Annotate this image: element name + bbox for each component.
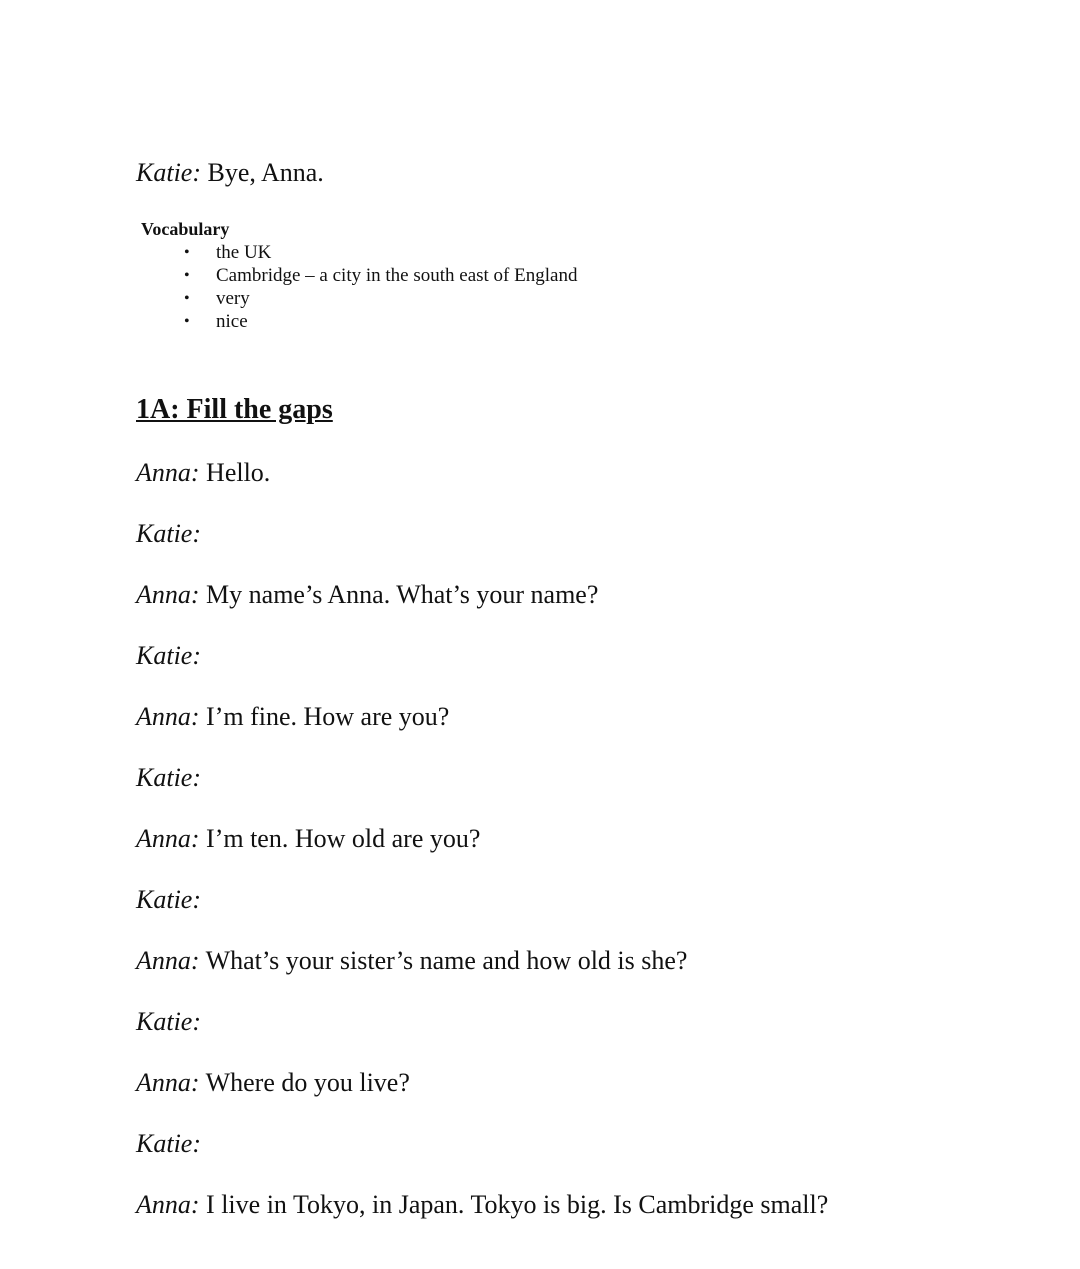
dialogue-text: Bye, Anna. bbox=[207, 158, 324, 187]
vocabulary-item-text: nice bbox=[216, 311, 248, 332]
dialogue-line bbox=[136, 580, 598, 610]
dialogue-text: I live in Tokyo, in Japan. Tokyo is big. Is Cambridge small? bbox=[206, 1190, 829, 1219]
bullet-icon: • bbox=[184, 290, 190, 307]
dialogue-text: I’m ten. How old are you? bbox=[206, 824, 481, 853]
speaker-label: Anna: bbox=[136, 702, 200, 731]
bullet-icon: • bbox=[184, 244, 190, 261]
dialogue-line bbox=[136, 458, 270, 488]
vocabulary-item bbox=[184, 241, 577, 264]
dialogue-text: What’s your sister’s name and how old is she? bbox=[205, 946, 688, 975]
vocabulary-item-text: the UK bbox=[216, 242, 272, 263]
dialogue-line bbox=[136, 763, 201, 793]
speaker-label: Anna: bbox=[136, 946, 200, 975]
dialogue-text: My name’s Anna. What’s your name? bbox=[206, 580, 599, 609]
speaker-label: Anna: bbox=[136, 1068, 200, 1097]
vocabulary-item bbox=[184, 310, 577, 333]
speaker-label: Katie: bbox=[136, 885, 201, 914]
speaker-label: Katie: bbox=[136, 763, 201, 792]
speaker-label: Katie: bbox=[136, 641, 201, 670]
speaker-label: Katie: bbox=[136, 1129, 201, 1158]
dialogue-text: I’m fine. How are you? bbox=[206, 702, 450, 731]
speaker-label: Katie: bbox=[136, 519, 201, 548]
speaker-label: Anna: bbox=[136, 824, 200, 853]
dialogue-line bbox=[136, 641, 201, 671]
section-title: 1A: Fill the gaps bbox=[136, 394, 333, 425]
dialogue-line bbox=[136, 1190, 828, 1220]
speaker-label: Anna: bbox=[136, 458, 200, 487]
vocabulary-item-text: very bbox=[216, 288, 250, 309]
dialogue-line bbox=[136, 1007, 201, 1037]
vocabulary-item-text: Cambridge – a city in the south east of England bbox=[216, 265, 578, 286]
speaker-label: Katie: bbox=[136, 1007, 201, 1036]
vocabulary-item bbox=[184, 264, 577, 287]
dialogue-line bbox=[136, 824, 480, 854]
dialogue-text: Where do you live? bbox=[205, 1068, 410, 1097]
speaker-label: Anna: bbox=[136, 580, 200, 609]
vocabulary-list bbox=[184, 241, 577, 333]
intro-dialogue-line bbox=[136, 158, 324, 188]
bullet-icon: • bbox=[184, 267, 190, 284]
vocabulary-item bbox=[184, 287, 577, 310]
dialogue-line bbox=[136, 1068, 410, 1098]
dialogue-line bbox=[136, 1129, 201, 1159]
dialogue-line bbox=[136, 885, 201, 915]
dialogue-line bbox=[136, 519, 201, 549]
bullet-icon: • bbox=[184, 313, 190, 330]
vocabulary-heading: Vocabulary bbox=[141, 219, 230, 239]
speaker-label: Anna: bbox=[136, 1190, 200, 1219]
dialogue-line bbox=[136, 702, 449, 732]
dialogue-line bbox=[136, 946, 687, 976]
speaker-label: Katie: bbox=[136, 158, 201, 187]
dialogue-text: Hello. bbox=[206, 458, 271, 487]
